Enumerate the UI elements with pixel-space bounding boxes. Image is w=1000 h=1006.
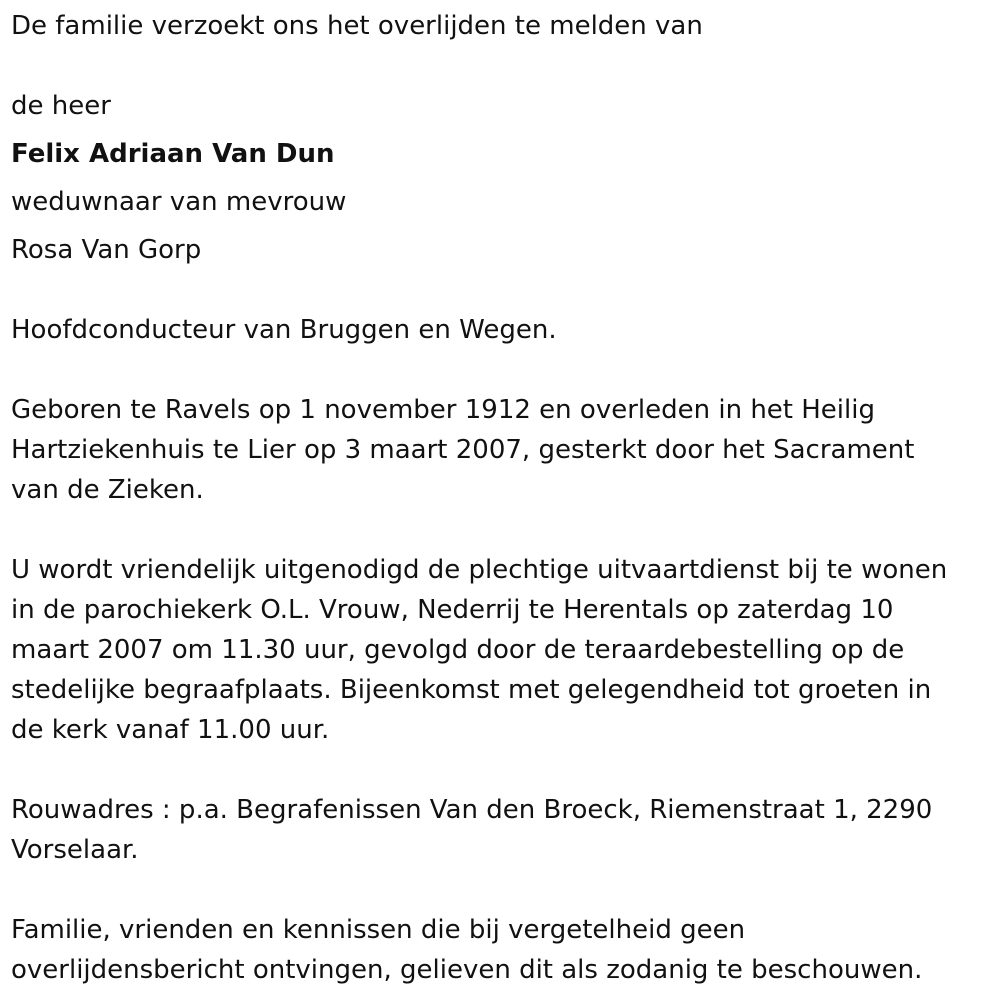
- spacer: [11, 126, 991, 134]
- paragraph-line: maart 2007 om 11.30 uur, gevolgd door de teraardebestelling op de: [11, 635, 905, 665]
- occupation-line: Hoofdconducteur van Bruggen en Wegen.: [11, 315, 557, 345]
- spacer: [11, 510, 991, 550]
- address-paragraph: [11, 790, 991, 870]
- paragraph-line: in de parochiekerk O.L. Vrouw, Nederrij te Herentals op zaterdag 10: [11, 595, 894, 625]
- paragraph-line: de kerk vanaf 11.00 uur.: [11, 715, 330, 745]
- paragraph-line: stedelijke begraafplaats. Bijeenkomst met gelegendheid tot groeten in: [11, 675, 932, 705]
- closing-paragraph: [11, 910, 991, 990]
- spacer: [11, 46, 991, 86]
- paragraph-line: overlijdensbericht ontvingen, gelieven dit als zodanig te beschouwen.: [11, 955, 923, 985]
- relation-line: weduwnaar van mevrouw: [11, 187, 347, 217]
- spacer: [11, 750, 991, 790]
- paragraph-line: Familie, vrienden en kennissen die bij vergetelheid geen: [11, 915, 746, 945]
- paragraph-line: Vorselaar.: [11, 835, 139, 865]
- paragraph-line: Rouwadres : p.a. Begrafenissen Van den Broeck, Riemenstraat 1, 2290: [11, 795, 933, 825]
- birth-death-paragraph: [11, 390, 991, 510]
- intro-line: De familie verzoekt ons het overlijden te melden van: [11, 11, 703, 41]
- spacer: [11, 870, 991, 910]
- title-line: de heer: [11, 91, 111, 121]
- spacer: [11, 270, 991, 310]
- paragraph-line: Hartziekenhuis te Lier op 3 maart 2007, gesterkt door het Sacrament: [11, 435, 915, 465]
- death-notice: [11, 6, 991, 990]
- spacer: [11, 222, 991, 230]
- funeral-paragraph: [11, 550, 991, 750]
- paragraph-line: U wordt vriendelijk uitgenodigd de plechtige uitvaartdienst bij te wonen: [11, 555, 948, 585]
- paragraph-line: Geboren te Ravels op 1 november 1912 en overleden in het Heilig: [11, 395, 875, 425]
- spouse-name: Rosa Van Gorp: [11, 235, 202, 265]
- paragraph-line: van de Zieken.: [11, 475, 204, 505]
- deceased-name: Felix Adriaan Van Dun: [11, 139, 335, 169]
- spacer: [11, 350, 991, 390]
- spacer: [11, 174, 991, 182]
